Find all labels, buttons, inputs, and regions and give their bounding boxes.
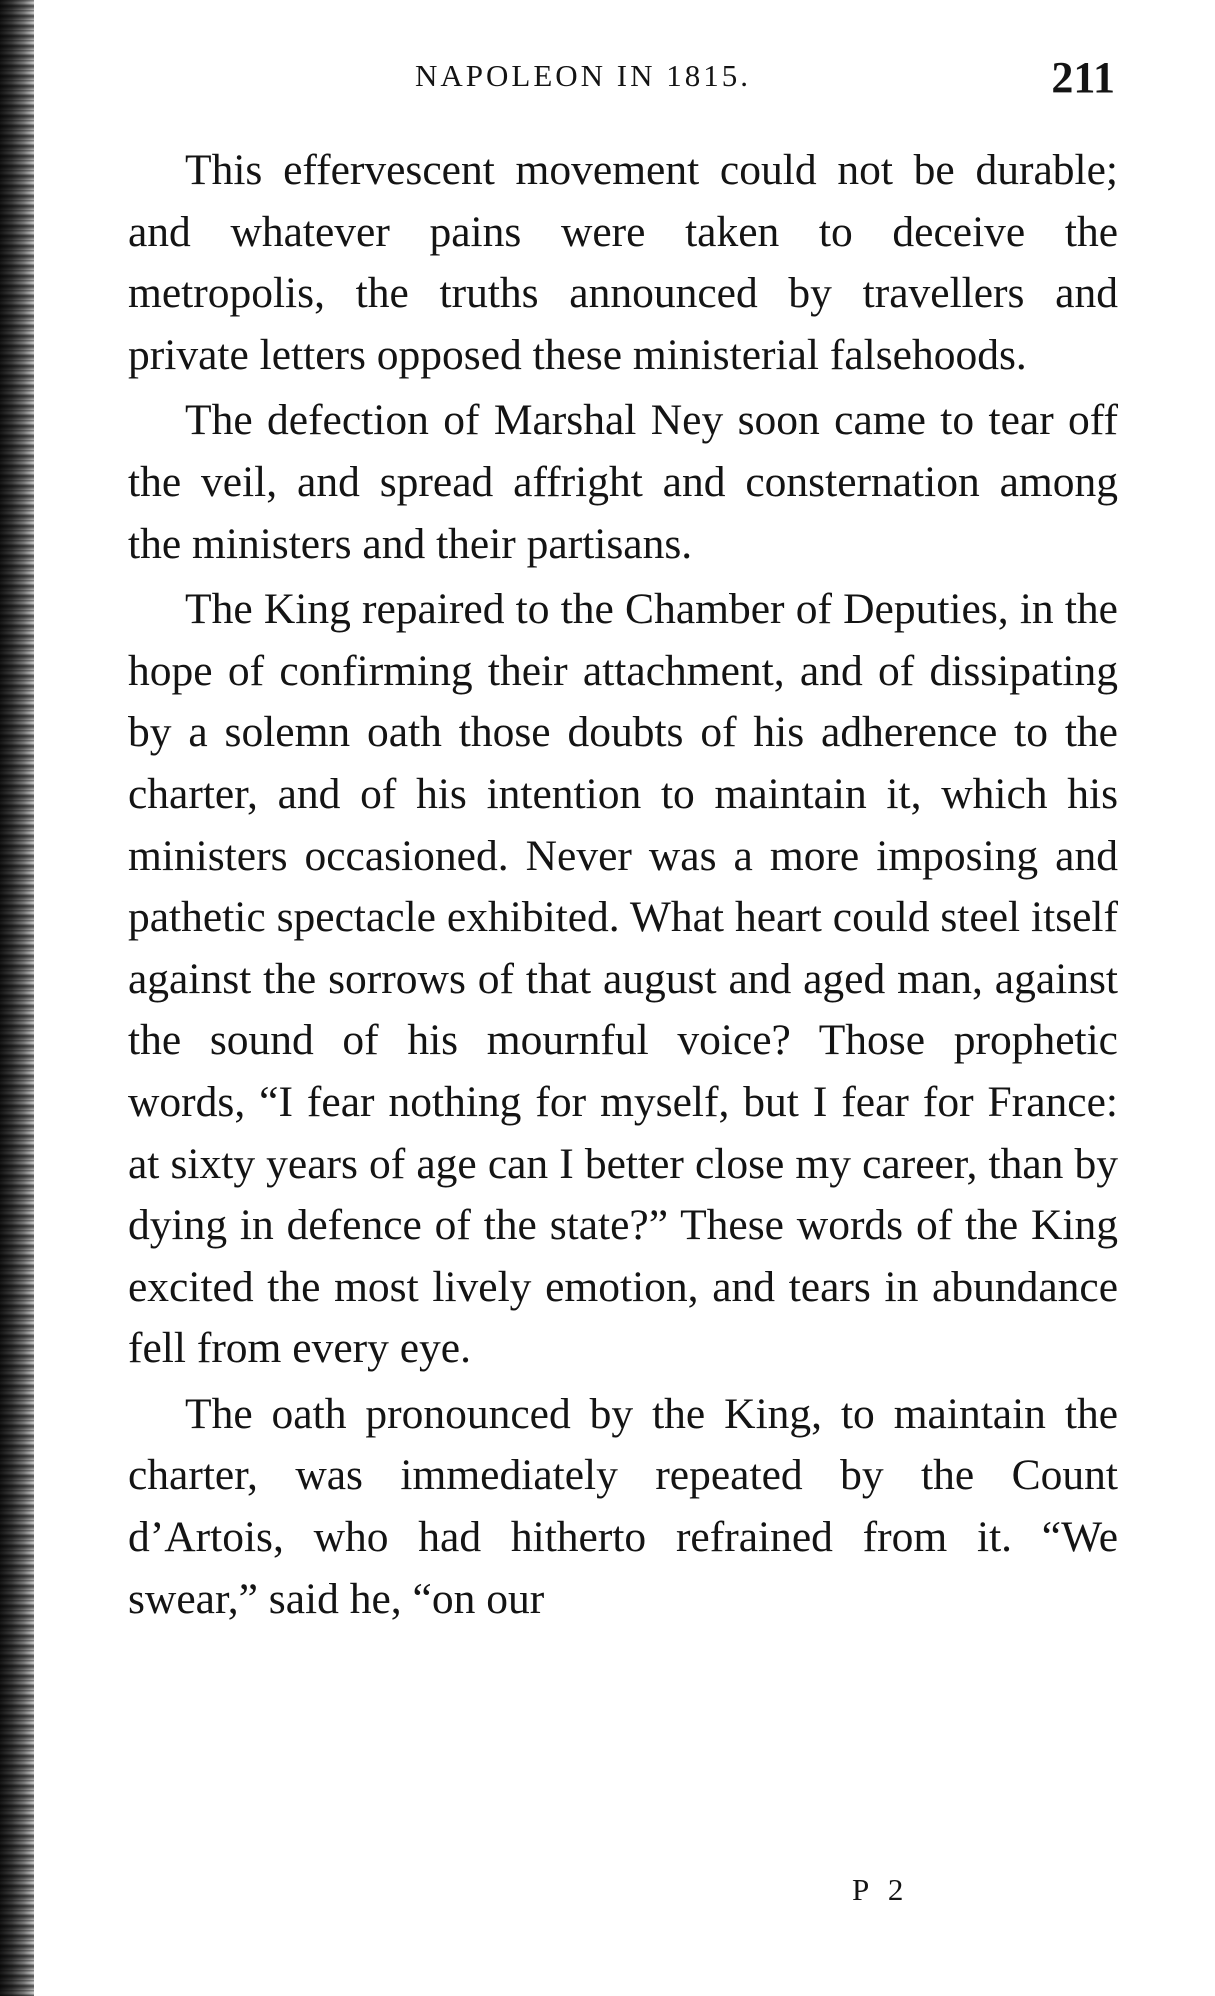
running-title: NAPOLEON IN 1815.	[415, 58, 752, 93]
paragraph-1: This effervescent movement could not be durable; and whatever pains were taken to deceive the metropolis, the truths announced by travellers and private letters opposed these ministerial falsehoods.	[128, 146, 1118, 379]
paragraph-4: The oath pronounced by the King, to maintain the charter, was immediately repeated by the Count d’Artois, who had hitherto refrained from it. “We swear,” said he, “on our	[128, 1389, 1118, 1623]
signature-mark: P 2	[852, 1872, 910, 1907]
page-number: 211	[1051, 53, 1115, 102]
paragraph-2: The defection of Marshal Ney soon came to tear off the veil, and spread affright and consternation among the ministers and their partisans.	[128, 396, 1118, 568]
binding-edge	[0, 0, 34, 1996]
paragraph-3: The King repaired to the Chamber of Deputies, in the hope of confirming their attachment, and of dissipating by a solemn oath those doubts of his adherence to the charter, and of his intention to maintain it, which his ministers occasioned. Never was a more imposing and pathetic spectacle exhibited. What heart could steel itself against the sorrows of that august and aged man, against the sound of his mournful voice? Those prophetic words, “I fear nothing for myself, but I fear for France: at sixty years of age can I better close my career, than by dying in defence of the state?” These words of the King excited the most lively emotion, and tears in abundance fell from every eye.	[128, 585, 1118, 1373]
body-text	[128, 140, 1118, 1634]
running-header	[135, 52, 1115, 112]
